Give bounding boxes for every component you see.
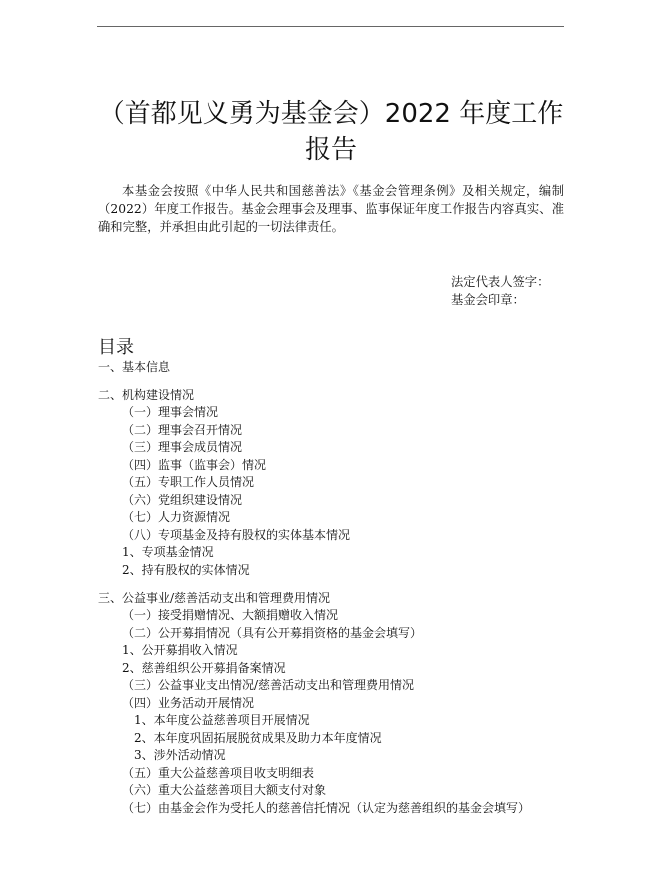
- toc-item: （一）接受捐赠情况、大额捐赠收入情况: [122, 608, 339, 622]
- toc-item: （二）公开募捐情况（具有公开募捐资格的基金会填写）: [122, 626, 423, 640]
- header-rule: [97, 26, 564, 27]
- toc-item: （六）党组织建设情况: [122, 493, 243, 507]
- toc-item: 2、本年度巩固拓展脱贫成果及助力本年度情况: [134, 731, 382, 745]
- seal-label: 基金会印章：: [451, 293, 525, 307]
- toc-item: （八）专项基金及持有股权的实体基本情况: [122, 528, 351, 542]
- toc-item: （三）理事会成员情况: [122, 440, 243, 454]
- signature-label: 法定代表人签字：: [451, 275, 550, 289]
- report-title: （首都见义勇为基金会）2022 年度工作报告: [98, 99, 564, 165]
- toc-item: （七）人力资源情况: [122, 510, 231, 524]
- toc-item: 一、基本信息: [98, 360, 171, 374]
- toc-title: 目录: [98, 337, 134, 358]
- toc-item: （五）专职工作人员情况: [122, 475, 255, 489]
- toc-item: 1、专项基金情况: [122, 545, 214, 559]
- toc-item: 1、本年度公益慈善项目开展情况: [134, 713, 310, 727]
- toc-item: 2、持有股权的实体情况: [122, 563, 250, 577]
- intro-paragraph: 本基金会按照《中华人民共和国慈善法》《基金会管理条例》及相关规定，编制（2022）年度工作报告。基金会理事会及理事、监事保证年度工作报告内容真实、准确和完整，并承担由此引起的一切法律责任。: [98, 184, 564, 234]
- toc-item: （七）由基金会作为受托人的慈善信托情况（认定为慈善组织的基金会填写）: [122, 801, 531, 815]
- toc-item: 1、公开募捐收入情况: [122, 643, 238, 657]
- toc-item: 三、公益事业/慈善活动支出和管理费用情况: [98, 591, 331, 605]
- toc-item: （四）业务活动开展情况: [122, 696, 255, 710]
- toc-item: （三）公益事业支出情况/慈善活动支出和管理费用情况: [122, 678, 415, 692]
- toc-item: （一）理事会情况: [122, 405, 219, 419]
- toc-item: （六）重大公益慈善项目大额支付对象: [122, 783, 327, 797]
- toc-item: 2、慈善组织公开募捐备案情况: [122, 661, 286, 675]
- toc-item: （四）监事（监事会）情况: [122, 458, 267, 472]
- toc-item: （二）理事会召开情况: [122, 423, 243, 437]
- toc-item: （五）重大公益慈善项目收支明细表: [122, 766, 315, 780]
- toc-item: 二、机构建设情况: [98, 388, 195, 402]
- toc-item: 3、涉外活动情况: [134, 748, 226, 762]
